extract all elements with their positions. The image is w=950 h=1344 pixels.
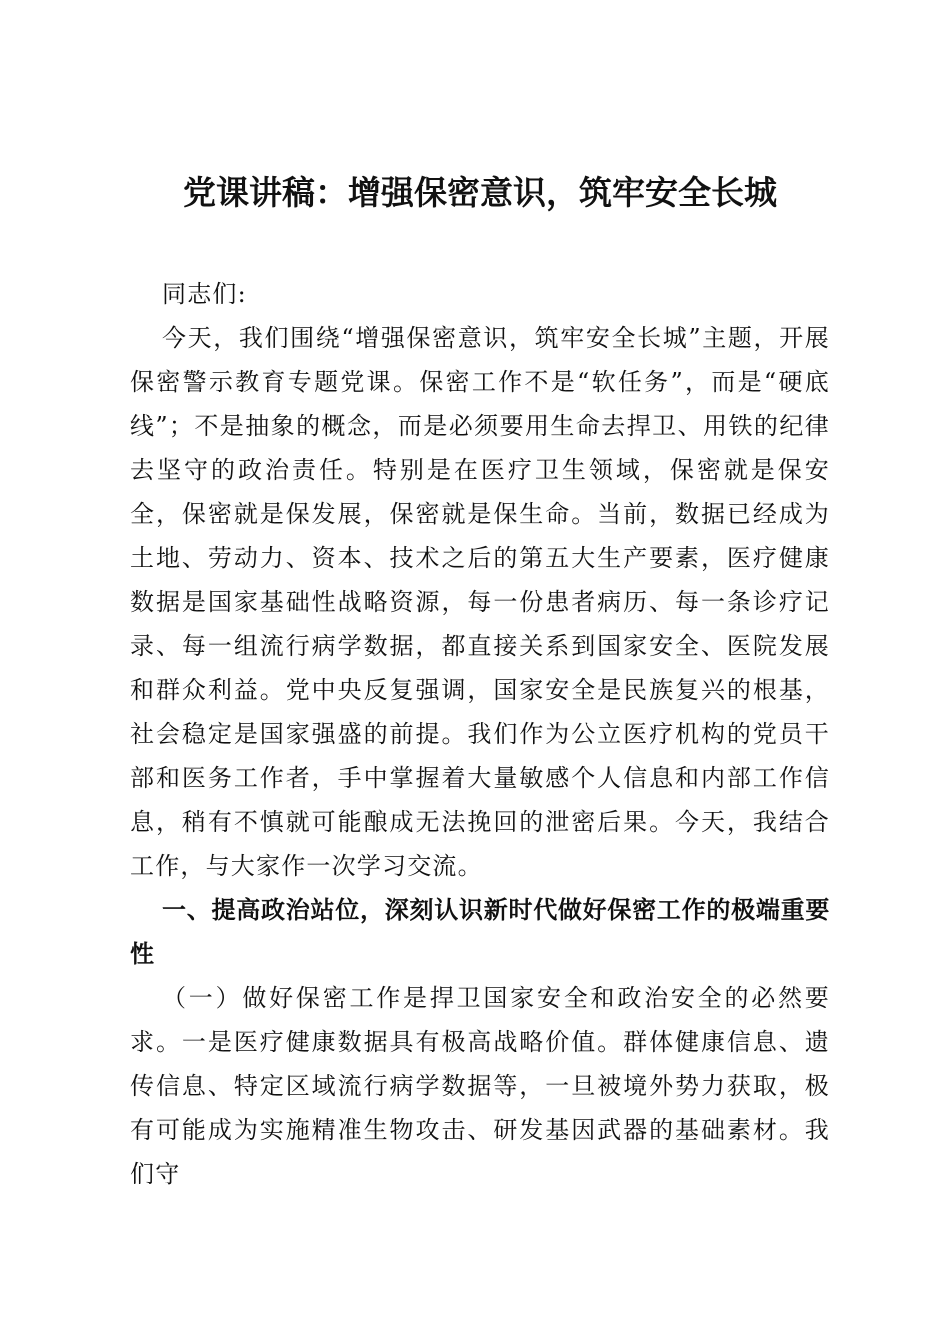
subsection-paragraph: （一）做好保密工作是捍卫国家安全和政治安全的必然要求。一是医疗健康数据具有极高战略价值。群体健康信息、遗传信息、特定区域流行病学数据等，一旦被境外势力获取，极有可能成为实施精准生物攻击、研发基因武器的基础素材。我们守 (130, 984, 830, 1188)
document-page (130, 170, 830, 1196)
intro-paragraph: 今天，我们围绕“增强保密意识，筑牢安全长城”主题，开展保密警示教育专题党课。保密工作不是“软任务”，而是“硬底线”；不是抽象的概念，而是必须要用生命去捍卫、用铁的纪律去坚守的政治责任。特别是在医疗卫生领域，保密就是保安全，保密就是保发展，保密就是保生命。当前，数据已经成为土地、劳动力、资本、技术之后的第五大生产要素，医疗健康数据是国家基础性战略资源，每一份患者病历、每一条诊疗记录、每一组流行病学数据，都直接关系到国家安全、医院发展和群众利益。党中央反复强调，国家安全是民族复兴的根基，社会稳定是国家强盛的前提。我们作为公立医疗机构的党员干部和医务工作者，手中掌握着大量敏感个人信息和内部工作信息，稍有不慎就可能酿成无法挽回的泄密后果。今天，我结合工作，与大家作一次学习交流。 (130, 324, 830, 880)
greeting: 同志们: (162, 280, 247, 308)
document-body (130, 272, 830, 1196)
document-title: 党课讲稿：增强保密意识，筑牢安全长城 (183, 173, 777, 212)
section-heading: 一、提高政治站位，深刻认识新时代做好保密工作的极端重要性 (130, 896, 830, 968)
